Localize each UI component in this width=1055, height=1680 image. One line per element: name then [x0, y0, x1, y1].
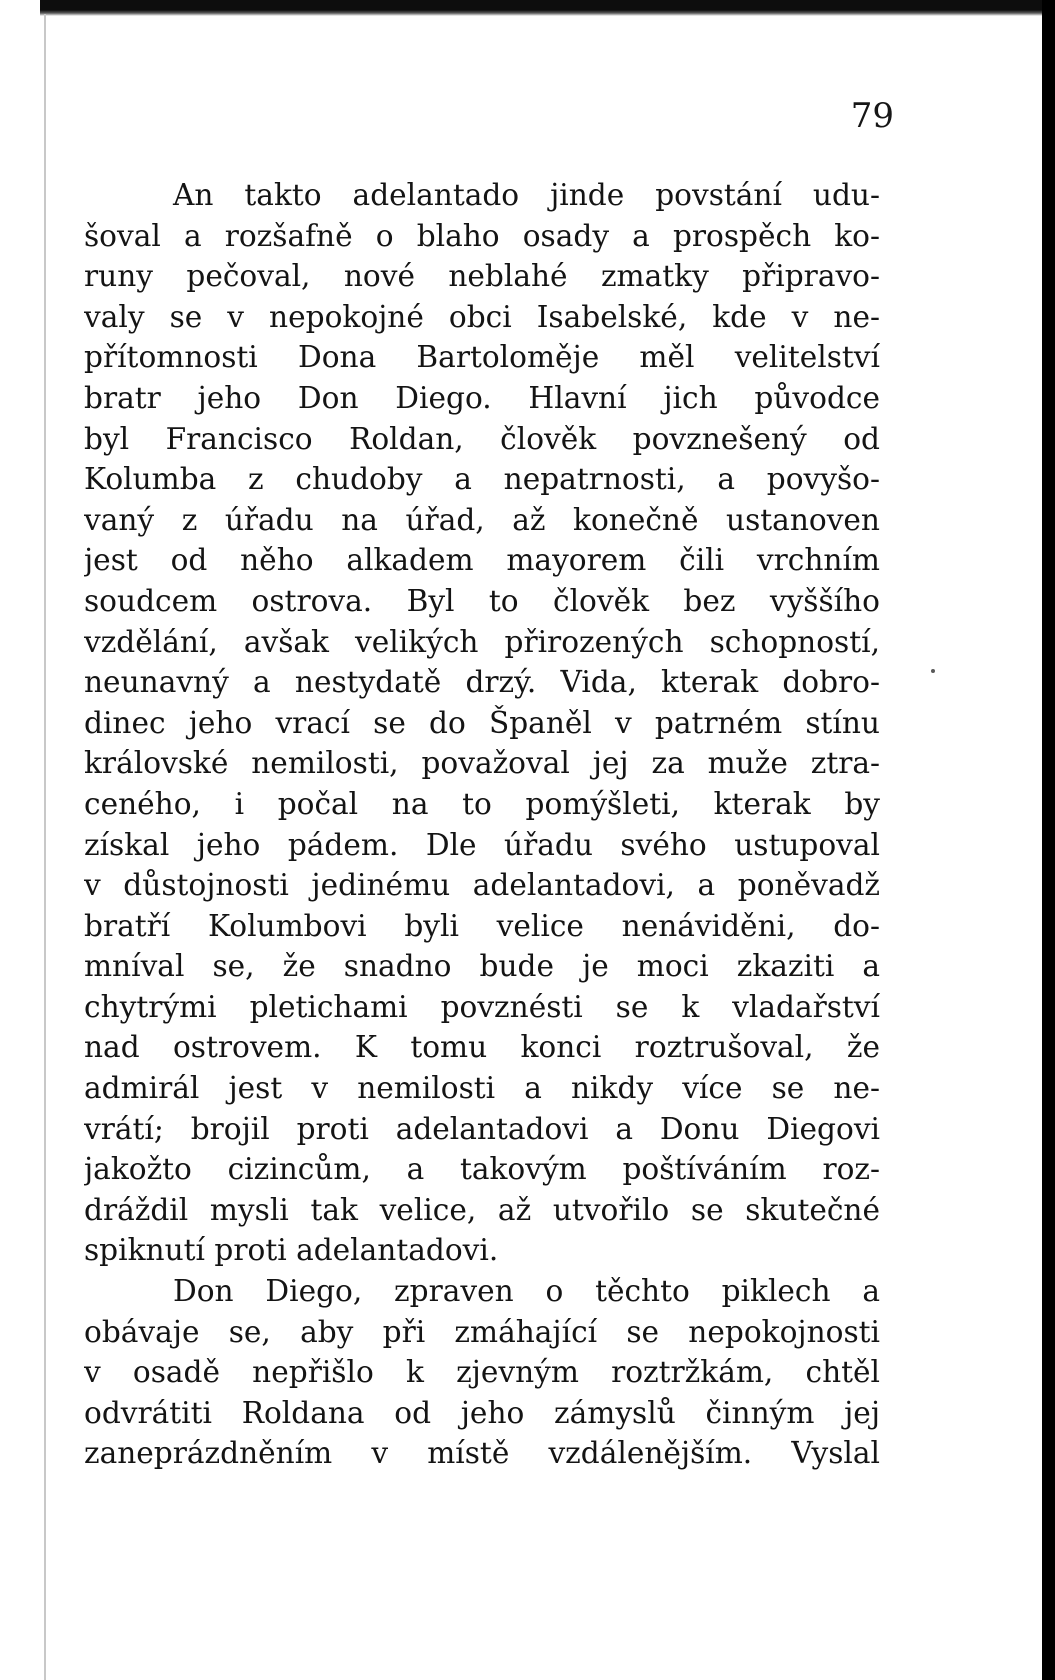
text-line: šoval a rozšafně o blaho osady a prospěch ko- [84, 218, 880, 253]
text-line: v osadě nepřišlo k zjevným roztržkám, chtěl [84, 1355, 880, 1390]
text-line: bratr jeho Don Diego. Hlavní jich původce [84, 380, 880, 415]
body-text [84, 175, 880, 1474]
paragraph-2 [84, 1271, 880, 1474]
text-line: admirál jest v nemilosti a nikdy více se ne- [84, 1071, 880, 1106]
text-line: soudcem ostrova. Byl to člověk bez vyššího [84, 583, 880, 618]
text-line: královské nemilosti, považoval jej za muže ztra- [84, 746, 880, 781]
text-line: dráždil mysli tak velice, až utvořilo se skutečné [84, 1192, 880, 1227]
text-line: vzdělání, avšak velikých přirozených schopností, [84, 624, 880, 659]
page-number: 79 [850, 96, 894, 136]
text-line: vaný z úřadu na úřad, až konečně ustanoven [84, 502, 880, 537]
text-line: neunavný a nestydatě drzý. Vida, kterak dobro- [84, 665, 880, 700]
text-line: runy pečoval, nové neblahé zmatky připravo- [84, 259, 880, 294]
text-line: přítomnosti Dona Bartoloměje měl velitelství [84, 340, 880, 375]
text-line: nad ostrovem. K tomu konci roztrušoval, že [84, 1030, 880, 1065]
text-line: zaneprázdněním v místě vzdálenějším. Vyslal [84, 1436, 880, 1471]
page-fold-line [44, 14, 46, 1680]
text-line: bratří Kolumbovi byli velice nenáviděni, do- [84, 908, 880, 943]
text-line: ceného, i počal na to pomýšleti, kterak by [84, 786, 880, 821]
text-line: valy se v nepokojné obci Isabelské, kde v ne- [84, 299, 880, 334]
text-line: dinec jeho vrací se do Španěl v patrném stínu [84, 705, 880, 740]
text-line: spiknutí proti adelantadovi. [84, 1233, 499, 1268]
text-line: Kolumba z chudoby a nepatrnosti, a povyšo- [84, 462, 880, 497]
text-line: chytrými pletichami povznésti se k vladařství [84, 989, 880, 1024]
text-line: odvrátiti Roldana od jeho zámyslů činným jej [84, 1395, 880, 1430]
text-line: byl Francisco Roldan, člověk povznešený od [84, 421, 880, 456]
text-line: jakožto cizincům, a takovým poštíváním roz- [84, 1152, 880, 1187]
text-line: vrátí; brojil proti adelantadovi a Donu Diegovi [84, 1111, 880, 1146]
paragraph-1 [84, 175, 880, 1271]
text-line: jest od něho alkadem mayorem čili vrchním [84, 543, 880, 578]
scan-top-border [40, 0, 1055, 16]
text-line: mníval se, že snadno bude je moci zkaziti a [84, 949, 880, 984]
text-line: získal jeho pádem. Dle úřadu svého ustupoval [84, 827, 880, 862]
text-line: v důstojnosti jedinému adelantadovi, a poněvadž [84, 868, 880, 903]
text-line: An takto adelantado jinde povstání udu- [173, 178, 880, 212]
print-speck [931, 669, 935, 673]
text-line: Don Diego, zpraven o těchto piklech a [173, 1274, 880, 1309]
scan-right-border [1042, 0, 1055, 1680]
text-line: obávaje se, aby při zmáhající se nepokojnosti [84, 1314, 880, 1349]
